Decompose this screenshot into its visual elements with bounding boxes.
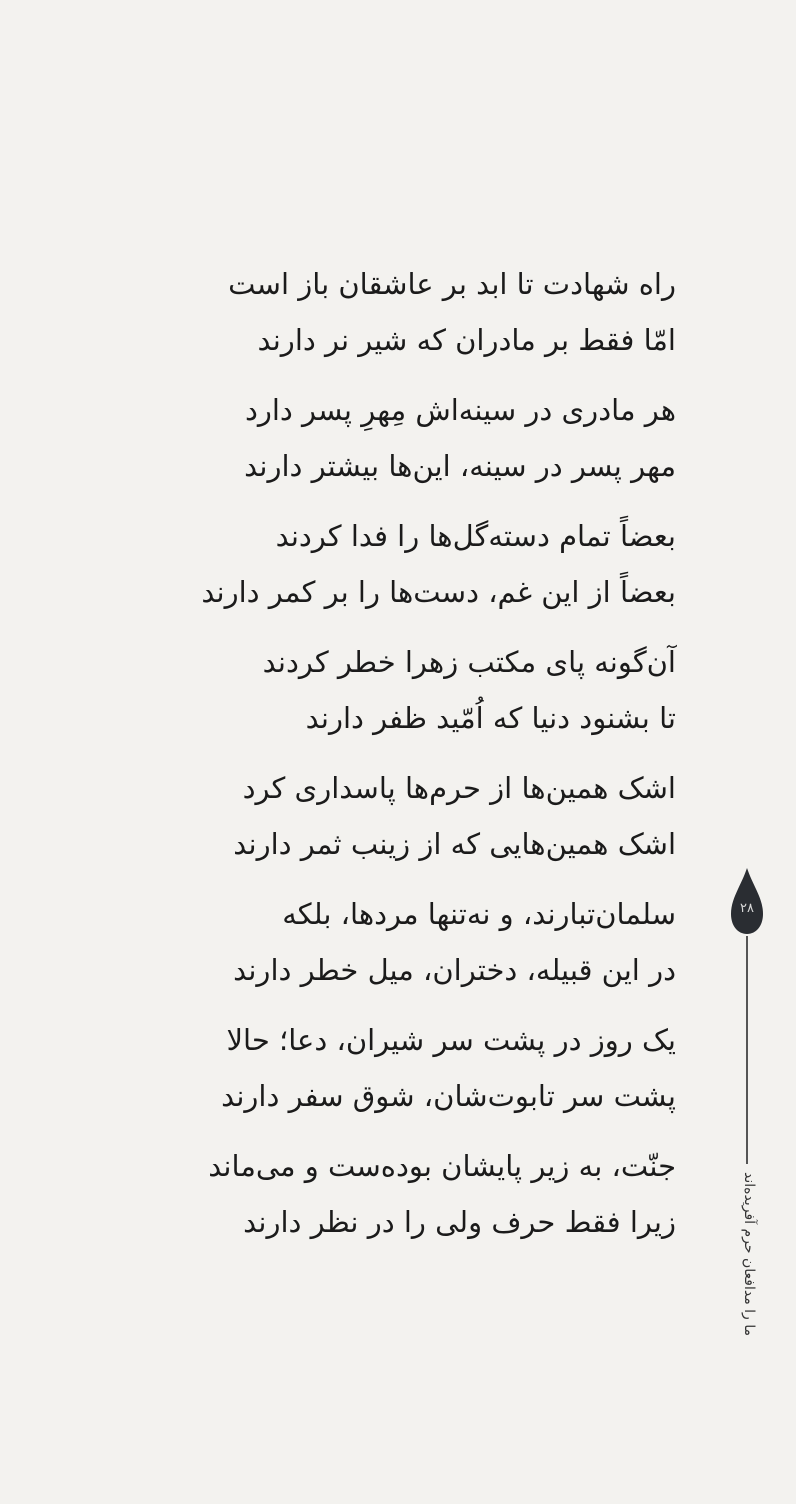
- stanza-4: [216, 636, 676, 744]
- verse-2-1: هر مادری در سینه‌اش مِهرِ پسر دارد: [244, 393, 676, 427]
- verse-5-2: اشک همین‌هایی که از زینب ثمر دارند: [233, 827, 676, 861]
- stanza-6: [216, 888, 676, 996]
- poem-body: [201, 258, 676, 1266]
- verse-6-2: در این قبیله، دختران، میل خطر دارند: [233, 953, 676, 987]
- verse-4-1: آن‌گونه پای مکتب زهرا خطر کردند: [262, 645, 676, 679]
- verse-3-1: بعضاً تمام دسته‌گل‌ها را فدا کردند: [275, 519, 676, 553]
- verse-4-2: تا بشنود دنیا که اُمّید ظفر دارند: [305, 701, 676, 735]
- stanza-8: [208, 1140, 676, 1248]
- running-title: ما را مدافعان حرم آفریده‌اند: [741, 1172, 757, 1337]
- page-number: ۲۸: [740, 901, 754, 916]
- margin-divider: [746, 936, 748, 1164]
- verse-5-1: اشک همین‌ها از حرم‌ها پاسداری کرد: [242, 771, 676, 805]
- stanza-5: [216, 762, 676, 870]
- stanza-1: [216, 258, 676, 366]
- stanza-7: [216, 1014, 676, 1122]
- verse-1-1: راه شهادت تا ابد بر عاشقان باز است: [228, 267, 676, 301]
- verse-7-1: یک روز در پشت سر شیران، دعا؛ حالا: [226, 1023, 676, 1057]
- verse-1-2: امّا فقط بر مادران که شیر نر دارند: [257, 323, 676, 357]
- verse-3-2: بعضاً از این غم، دست‌ها را بر کمر دارند: [201, 575, 676, 609]
- stanza-3: [201, 510, 676, 618]
- verse-2-2: مهر پسر در سینه، این‌ها بیشتر دارند: [244, 449, 676, 483]
- stanza-2: [216, 384, 676, 492]
- verse-8-1: جنّت، به زیر پایشان بوده‌ست و می‌ماند: [208, 1149, 676, 1183]
- verse-7-2: پشت سر تابوت‌شان، شوق سفر دارند: [221, 1079, 676, 1113]
- verse-8-2: زیرا فقط حرف ولی را در نظر دارند: [243, 1205, 676, 1239]
- verse-6-1: سلمان‌تبارند، و نه‌تنها مردها، بلکه: [282, 897, 676, 931]
